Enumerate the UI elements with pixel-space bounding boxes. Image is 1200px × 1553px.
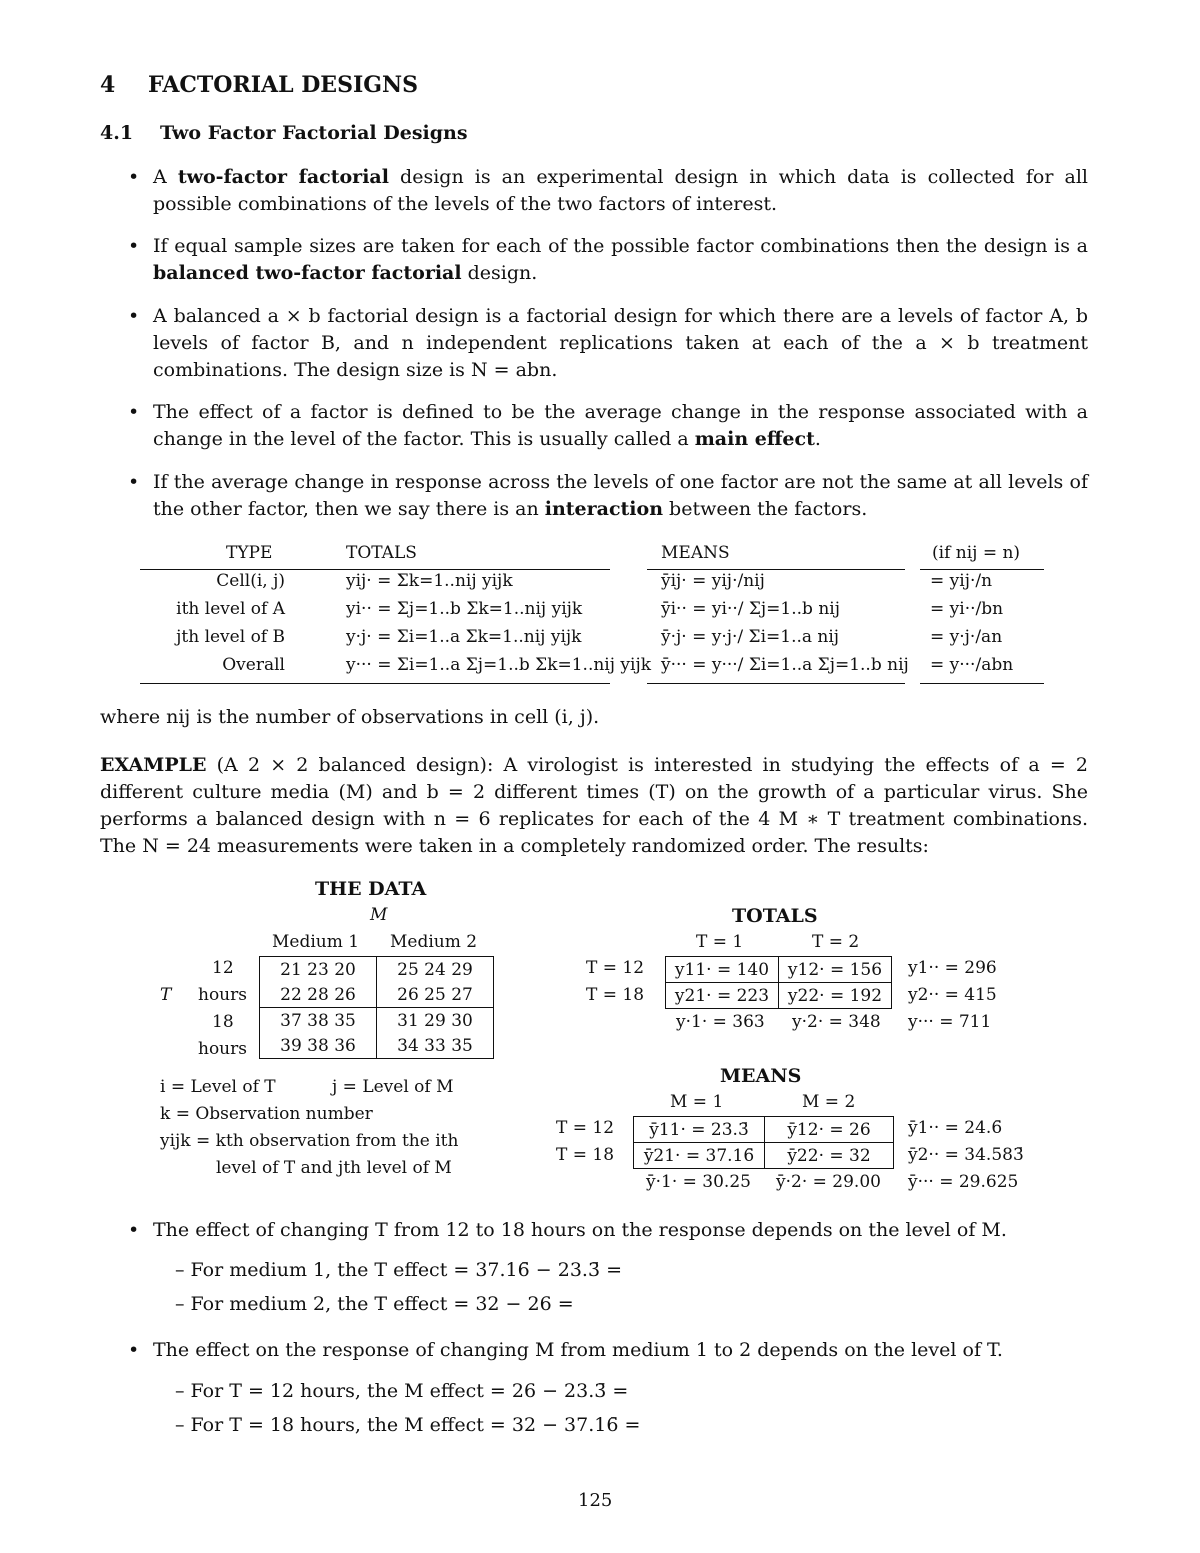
totals-col-header: T = 2	[812, 932, 860, 952]
row-type: Cell(i, j)	[216, 571, 285, 591]
data-row-label: 12	[212, 958, 234, 978]
text: The effect on the response of changing M from medium 1 to 2 depends on the level of T.	[153, 1339, 1003, 1361]
data-title: THE DATA	[315, 878, 427, 900]
text: design.	[461, 262, 538, 284]
totals-grand: y··· = 711	[908, 1012, 992, 1032]
means-col-header: M = 2	[802, 1092, 856, 1112]
totals-cell: y12· = 156	[779, 957, 892, 983]
term: balanced two-factor factorial	[153, 262, 462, 284]
totals-row-total: y1·· = 296	[908, 958, 997, 978]
header-type: TYPE	[226, 543, 273, 563]
data-cell: 37 38 35	[260, 1008, 377, 1034]
section-title: FACTORIAL DESIGNS	[148, 72, 419, 98]
t-effect-item: – For medium 2, the T effect = 32 − 26 =	[175, 1293, 574, 1315]
row-total: y··· = Σi=1..a Σj=1..b Σk=1..nij yijk	[346, 655, 652, 675]
means-cell: ȳ11· = 23.3̄	[634, 1117, 765, 1143]
data-cell: 26 25 27	[377, 982, 494, 1008]
totals-row-label: T = 12	[586, 958, 645, 978]
data-row-label: 18	[212, 1012, 234, 1032]
row-mean-eq: = yi··/bn	[930, 599, 1004, 619]
means-row-mean: ȳ2·· = 34.583̄	[908, 1145, 1024, 1165]
text: The effect of changing T from 12 to 18 hours on the response depends on the level of M.	[153, 1219, 1007, 1241]
means-row-label: T = 18	[556, 1145, 615, 1165]
row-type: jth level of B	[176, 627, 285, 647]
page-number: 125	[578, 1490, 613, 1511]
term: main effect	[694, 428, 815, 450]
subsection-title: Two Factor Factorial Designs	[160, 122, 468, 144]
totals-row-total: y2·· = 415	[908, 985, 997, 1005]
means-cell: ȳ21· = 37.16̄	[634, 1143, 765, 1169]
row-type: Overall	[222, 655, 285, 675]
text: A balanced a × b factorial design is a factorial design for which there are a levels of factor A, b levels of factor B, and n independent replications taken at each of the a × b treatment combinations. The design size is N = abn.	[153, 305, 1088, 381]
text: between the factors.	[663, 498, 868, 520]
means-grid	[633, 1116, 894, 1169]
text: If equal sample sizes are taken for each of the possible factor combinations then the design is a	[153, 235, 1088, 257]
header-means: MEANS	[661, 543, 730, 563]
row-mean-eq: = y···/abn	[930, 655, 1014, 675]
section-number: 4	[100, 72, 116, 98]
text: design is an experimental design in which data is collected for all possible combinations of the levels of the two factors of interest.	[153, 166, 1088, 215]
where-text: where nij is the number of observations in cell (i, j).	[100, 706, 600, 728]
totals-cell: y11· = 140	[666, 957, 779, 983]
term: interaction	[544, 498, 664, 520]
data-cell: 31 29 30	[377, 1008, 494, 1034]
header-if-equal: (if nij = n)	[932, 543, 1021, 563]
totals-cell: y22· = 192	[779, 983, 892, 1009]
data-col-header: Medium 2	[390, 932, 478, 952]
bullet-dot: •	[128, 471, 140, 493]
example-text: (A 2 × 2 balanced design): A virologist is interested in studying the effects of a = 2 different culture media (M) and b = 2 different times (T) on the growth of a particular virus. She performs a balanced design with n = 6 replicates for each of the 4 M ∗ T treatment combinations. The N = 24 measurements were taken in a completely randomized order. The results:	[100, 754, 1089, 857]
row-mean: ȳi·· = yi··/ Σj=1..b nij	[661, 599, 840, 619]
data-col-header: Medium 1	[272, 932, 360, 952]
means-col-mean: ȳ·1· = 30.25	[646, 1172, 751, 1192]
totals-grid	[665, 956, 892, 1009]
row-mean-eq: = y·j·/an	[930, 627, 1003, 647]
totals-title: TOTALS	[732, 905, 818, 927]
legend-line: yijk = kth observation from the ith	[160, 1131, 459, 1151]
row-total: yij· = Σk=1..nij yijk	[346, 571, 513, 591]
m-effect-item: – For T = 18 hours, the M effect = 32 − 37.16̄ =	[175, 1414, 641, 1436]
term: two-factor factorial	[177, 166, 389, 188]
legend-line: j = Level of M	[332, 1077, 454, 1097]
means-row-label: T = 12	[556, 1118, 615, 1138]
means-cell: ȳ12· = 26	[765, 1117, 894, 1143]
legend-line: k = Observation number	[160, 1104, 373, 1124]
totals-col-header: T = 1	[696, 932, 744, 952]
data-cell: 34 33 35	[377, 1033, 494, 1059]
data-row-label: hours	[198, 1039, 247, 1059]
text: .	[814, 428, 821, 450]
bullet-dot: •	[128, 166, 140, 188]
data-factor-row: T	[160, 985, 172, 1005]
example-label: EXAMPLE	[100, 754, 207, 776]
means-title: MEANS	[720, 1065, 802, 1087]
bullet-dot: •	[128, 1219, 140, 1241]
row-total: yi·· = Σj=1..b Σk=1..nij yijk	[346, 599, 583, 619]
row-total: y·j· = Σi=1..a Σk=1..nij yijk	[346, 627, 582, 647]
means-row-mean: ȳ1·· = 24.6̄	[908, 1118, 1003, 1138]
bullet-dot: •	[128, 305, 140, 327]
example-paragraph	[100, 752, 1088, 860]
m-effect-item: – For T = 12 hours, the M effect = 26 − 23.3̄ =	[175, 1380, 629, 1402]
row-mean-eq: = yij·/n	[930, 571, 993, 591]
row-mean: ȳ·j· = y·j·/ Σi=1..a nij	[661, 627, 840, 647]
data-grid	[259, 956, 494, 1059]
data-factor-col: M	[370, 905, 388, 925]
text: The effect of a factor is defined to be the average change in the response associated with a change in the level of the factor. This is usually called a	[153, 401, 1088, 450]
means-col-header: M = 1	[670, 1092, 724, 1112]
legend-line: level of T and jth level of M	[216, 1158, 452, 1178]
text: If the average change in response across the levels of one factor are not the same at all levels of the other factor, then we say there is an	[153, 471, 1088, 520]
data-cell: 39 38 36	[260, 1033, 377, 1059]
totals-col-total: y·2· = 348	[792, 1012, 881, 1032]
totals-row-label: T = 18	[586, 985, 645, 1005]
row-type: ith level of A	[176, 599, 285, 619]
bullet-dot: •	[128, 401, 140, 423]
bullet-dot: •	[128, 1339, 140, 1361]
legend-line: i = Level of T	[160, 1077, 276, 1097]
section-heading	[100, 72, 418, 98]
data-cell: 22 28 26	[260, 982, 377, 1008]
totals-col-total: y·1· = 363	[676, 1012, 765, 1032]
data-row-label: hours	[198, 985, 247, 1005]
bullet-dot: •	[128, 235, 140, 257]
data-cell: 25 24 29	[377, 957, 494, 983]
means-cell: ȳ22· = 32	[765, 1143, 894, 1169]
subsection-heading	[100, 122, 468, 144]
t-effect-item: – For medium 1, the T effect = 37.16̄ − 23.3̄ =	[175, 1259, 622, 1281]
row-mean: ȳij· = yij·/nij	[661, 571, 765, 591]
row-mean: ȳ··· = y···/ Σi=1..a Σj=1..b nij	[661, 655, 909, 675]
text: A	[153, 166, 178, 188]
header-totals: TOTALS	[346, 543, 417, 563]
totals-cell: y21· = 223	[666, 983, 779, 1009]
means-grand: ȳ··· = 29.625	[908, 1172, 1019, 1192]
data-cell: 21 23 20	[260, 957, 377, 983]
means-col-mean: ȳ·2· = 29.00	[776, 1172, 881, 1192]
subsection-number: 4.1	[100, 122, 134, 144]
